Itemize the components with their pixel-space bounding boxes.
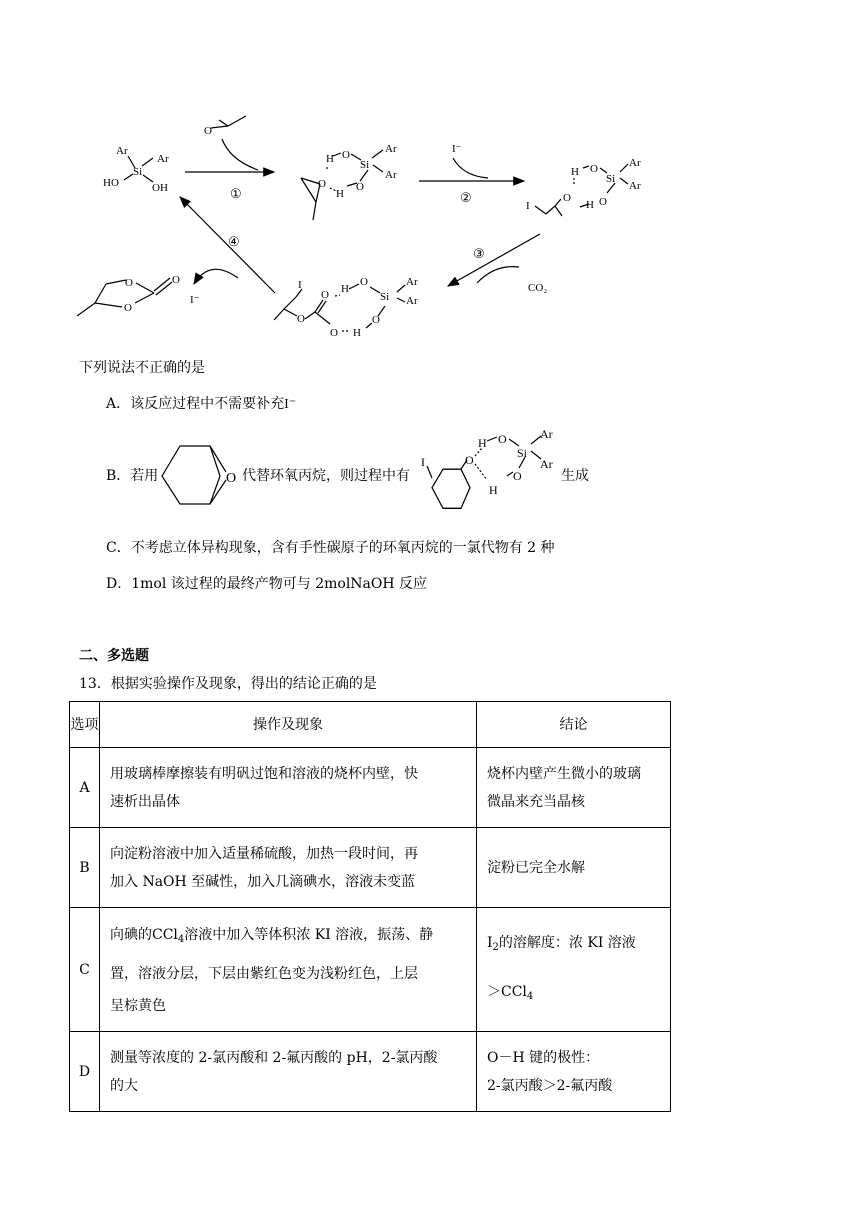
table-row xyxy=(70,1032,671,1112)
question-stem: 下列说法不正确的是 xyxy=(79,360,205,376)
conclusion-line: $I_2$的溶解度：浓 KI 溶液 xyxy=(487,934,636,953)
operation-line: 测量等浓度的 2-氯丙酸和 2-氟丙酸的 pH，2-氯丙酸 xyxy=(110,1049,438,1066)
svg-text:H: H xyxy=(478,436,487,450)
svg-text:I⁻: I⁻ xyxy=(452,143,462,155)
table-header-row xyxy=(70,702,671,748)
svg-text:O: O xyxy=(356,181,364,193)
svg-text:O: O xyxy=(360,276,368,288)
iodide-ion: I⁻ xyxy=(284,397,297,412)
svg-text:Ar: Ar xyxy=(540,427,553,441)
option-d: D．1mol 该过程的最终产物可与 2molNaOH 反应 xyxy=(106,576,428,592)
svg-text:I: I xyxy=(298,279,302,291)
svg-text:Si: Si xyxy=(360,159,370,171)
row-option: B xyxy=(70,828,100,908)
header-option: 选项 xyxy=(70,702,100,748)
option-c: C．不考虑立体异构现象，含有手性碳原子的环氧丙烷的一氯代物有 2 种 xyxy=(106,540,555,556)
svg-text:OH: OH xyxy=(152,182,168,194)
row-operation xyxy=(100,1032,477,1112)
svg-text:O: O xyxy=(125,277,133,289)
svg-text:H: H xyxy=(353,327,361,339)
conclusion-line: 淀粉已完全水解 xyxy=(487,859,585,876)
row-operation xyxy=(100,908,477,1032)
option-a-text: A．该反应过程中不需要补充 xyxy=(106,396,285,412)
svg-text:H: H xyxy=(571,166,579,178)
operation-line: 加入 NaOH 至碱性，加入几滴碘水，溶液未变蓝 xyxy=(110,873,416,890)
header-operation: 操作及现象 xyxy=(100,702,477,748)
section-heading: 二、多选题 xyxy=(79,648,149,664)
operation-line: 呈棕黄色 xyxy=(110,998,166,1014)
operation-line: 向碘的CCl$_4$溶液中加入等体积浓 KI 溶液，振荡、静 xyxy=(110,927,434,945)
svg-text:O: O xyxy=(124,302,132,314)
svg-text:O: O xyxy=(204,125,212,137)
row-conclusion xyxy=(477,908,671,1032)
svg-text:Ar: Ar xyxy=(406,295,418,307)
operation-line: 向淀粉溶液中加入适量稀硫酸，加热一段时间，再 xyxy=(110,845,418,862)
conclusion-line: 2-氯丙酸＞2-氟丙酸 xyxy=(487,1077,613,1094)
svg-text:O: O xyxy=(465,453,474,467)
row-option: C xyxy=(70,908,100,1032)
table-row xyxy=(70,748,671,828)
operation-line: 的大 xyxy=(110,1077,138,1094)
svg-text:I: I xyxy=(421,455,425,469)
svg-text:Ar: Ar xyxy=(406,276,418,288)
svg-text:O: O xyxy=(342,149,350,161)
svg-text:Si: Si xyxy=(517,446,528,460)
svg-text:O: O xyxy=(590,163,598,175)
svg-text:Ar: Ar xyxy=(629,180,641,192)
svg-text:Si: Si xyxy=(133,166,143,178)
experiment-table xyxy=(69,701,671,1112)
svg-text:O: O xyxy=(330,327,338,339)
row-operation xyxy=(100,828,477,908)
question-13-stem: 13．根据实验操作及现象，得出的结论正确的是 xyxy=(79,676,377,692)
row-conclusion xyxy=(477,1032,671,1112)
svg-text:H: H xyxy=(326,153,334,165)
svg-text:H: H xyxy=(336,188,344,200)
svg-text:Si: Si xyxy=(380,291,390,303)
svg-text:O: O xyxy=(318,178,326,190)
svg-text:O: O xyxy=(172,274,180,286)
operation-line: 置，溶液分层，下层由紫红色变为浅粉红色，上层 xyxy=(110,966,418,982)
svg-text:H: H xyxy=(586,199,594,211)
option-b-prefix: B．若用 xyxy=(106,468,159,484)
svg-text:O: O xyxy=(321,289,329,301)
conclusion-line: 微晶来充当晶核 xyxy=(487,793,585,810)
svg-text:O: O xyxy=(498,432,507,446)
svg-text:①: ① xyxy=(230,186,242,201)
svg-text:H: H xyxy=(489,483,498,497)
svg-text:Si: Si xyxy=(606,173,616,185)
option-a xyxy=(106,394,296,415)
table-row xyxy=(70,828,671,908)
header-conclusion: 结论 xyxy=(477,702,671,748)
cyclohexene-oxide-structure xyxy=(160,440,245,510)
svg-text:Ar: Ar xyxy=(157,153,169,165)
svg-text:Ar: Ar xyxy=(116,145,128,157)
row-option: D xyxy=(70,1032,100,1112)
svg-text:O: O xyxy=(513,469,522,483)
option-b-middle: 代替环氧丙烷，则过程中有 xyxy=(242,468,410,484)
svg-text:Ar: Ar xyxy=(385,169,397,181)
operation-line: 速析出晶体 xyxy=(110,793,180,810)
row-conclusion xyxy=(477,828,671,908)
svg-text:③: ③ xyxy=(473,246,485,261)
svg-text:Ar: Ar xyxy=(540,457,553,471)
svg-text:H: H xyxy=(341,283,349,295)
svg-text:I: I xyxy=(526,200,530,212)
table-row xyxy=(70,908,671,1032)
svg-text:CO₂: CO₂ xyxy=(528,282,548,294)
conclusion-line: O－H 键的极性： xyxy=(487,1049,600,1066)
conclusion-line: ＞CCl$_4$ xyxy=(487,983,534,1002)
svg-text:O: O xyxy=(563,192,571,204)
svg-text:O: O xyxy=(372,314,380,326)
svg-text:②: ② xyxy=(460,190,472,205)
operation-line: 用玻璃棒摩擦装有明矾过饱和溶液的烧杯内壁，快 xyxy=(110,765,418,782)
reaction-scheme xyxy=(0,0,860,340)
svg-text:Ar: Ar xyxy=(385,143,397,155)
svg-text:I⁻: I⁻ xyxy=(190,294,200,306)
row-option: A xyxy=(70,748,100,828)
svg-text:④: ④ xyxy=(228,234,240,249)
svg-text:HO: HO xyxy=(103,177,119,189)
row-conclusion xyxy=(477,748,671,828)
svg-text:O: O xyxy=(599,196,607,208)
option-b-suffix: 生成 xyxy=(561,468,589,484)
svg-text:Ar: Ar xyxy=(629,157,641,169)
svg-text:O: O xyxy=(226,471,237,486)
svg-text:O: O xyxy=(297,313,305,325)
cyclohexyl-silanol-structure xyxy=(415,420,585,530)
conclusion-line: 烧杯内壁产生微小的玻璃 xyxy=(487,765,641,782)
row-operation xyxy=(100,748,477,828)
